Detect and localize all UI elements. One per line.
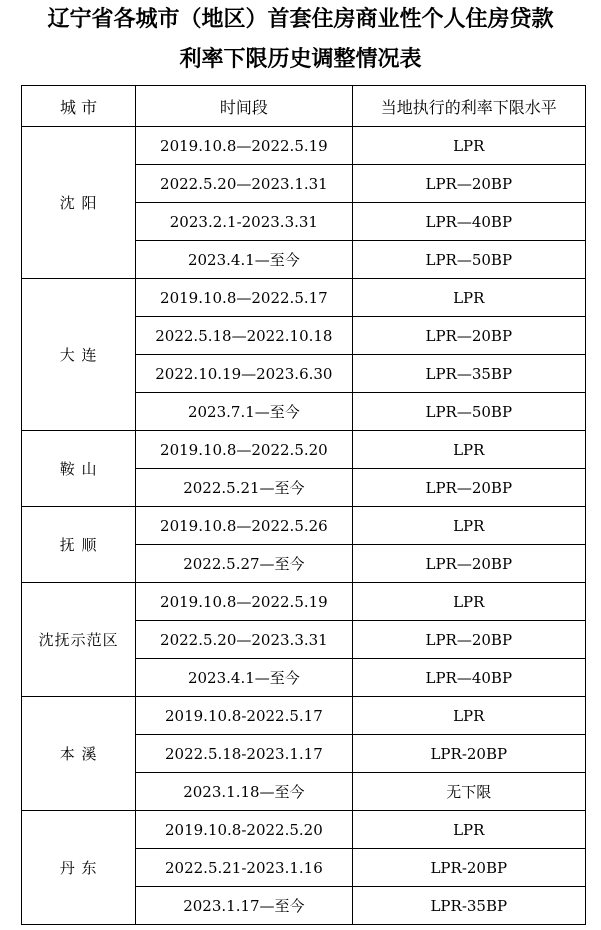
period-cell: 2023.7.1—至今	[136, 393, 352, 431]
table-row	[22, 431, 586, 469]
rate-cell: LPR—20BP	[352, 621, 585, 659]
rate-cell: LPR—50BP	[352, 241, 585, 279]
header-period: 时间段	[136, 86, 352, 127]
rate-cell: LPR—20BP	[352, 545, 585, 583]
title-line-2: 利率下限历史调整情况表	[179, 46, 422, 72]
city-cell: 大 连	[22, 279, 136, 431]
rate-cell: LPR	[352, 583, 585, 621]
rate-cell: 无下限	[352, 773, 585, 811]
rate-cell: LPR-35BP	[352, 887, 585, 925]
rate-cell: LPR-20BP	[352, 849, 585, 887]
title-line-1: 辽宁省各城市（地区）首套住房商业性个人住房贷款	[47, 6, 554, 32]
rate-cell: LPR—35BP	[352, 355, 585, 393]
table-row	[22, 811, 586, 849]
rate-cell: LPR	[352, 811, 585, 849]
rate-cell: LPR	[352, 127, 585, 165]
table-row	[22, 583, 586, 621]
period-cell: 2022.5.20—2023.3.31	[136, 621, 352, 659]
city-cell: 丹 东	[22, 811, 136, 925]
rate-cell: LPR—20BP	[352, 317, 585, 355]
period-cell: 2022.5.21—至今	[136, 469, 352, 507]
table-row	[22, 279, 586, 317]
period-cell: 2022.5.20—2023.1.31	[136, 165, 352, 203]
period-cell: 2019.10.8—2022.5.19	[136, 583, 352, 621]
period-cell: 2022.5.18-2023.1.17	[136, 735, 352, 773]
period-cell: 2023.4.1—至今	[136, 659, 352, 697]
rate-cell: LPR-20BP	[352, 735, 585, 773]
rate-cell: LPR	[352, 279, 585, 317]
rate-table	[21, 85, 586, 925]
rate-cell: LPR—50BP	[352, 393, 585, 431]
rate-cell: LPR	[352, 431, 585, 469]
period-cell: 2022.10.19—2023.6.30	[136, 355, 352, 393]
table-row	[22, 127, 586, 165]
city-cell: 抚 顺	[22, 507, 136, 583]
period-cell: 2023.1.17—至今	[136, 887, 352, 925]
period-cell: 2019.10.8-2022.5.17	[136, 697, 352, 735]
period-cell: 2022.5.18—2022.10.18	[136, 317, 352, 355]
period-cell: 2022.5.27—至今	[136, 545, 352, 583]
city-cell: 沈 阳	[22, 127, 136, 279]
rate-cell: LPR—20BP	[352, 165, 585, 203]
period-cell: 2019.10.8—2022.5.19	[136, 127, 352, 165]
rate-cell: LPR—40BP	[352, 203, 585, 241]
period-cell: 2019.10.8-2022.5.20	[136, 811, 352, 849]
rate-cell: LPR—40BP	[352, 659, 585, 697]
period-cell: 2019.10.8—2022.5.17	[136, 279, 352, 317]
period-cell: 2019.10.8—2022.5.26	[136, 507, 352, 545]
city-cell: 沈抚示范区	[22, 583, 136, 697]
rate-cell: LPR—20BP	[352, 469, 585, 507]
header-rate: 当地执行的利率下限水平	[352, 86, 585, 127]
rate-cell: LPR	[352, 507, 585, 545]
header-row	[22, 86, 586, 127]
period-cell: 2023.1.18—至今	[136, 773, 352, 811]
table-row	[22, 697, 586, 735]
period-cell: 2023.2.1-2023.3.31	[136, 203, 352, 241]
period-cell: 2022.5.21-2023.1.16	[136, 849, 352, 887]
period-cell: 2023.4.1—至今	[136, 241, 352, 279]
header-city: 城 市	[22, 86, 136, 127]
period-cell: 2019.10.8—2022.5.20	[136, 431, 352, 469]
city-cell: 鞍 山	[22, 431, 136, 507]
table-row	[22, 507, 586, 545]
city-cell: 本 溪	[22, 697, 136, 811]
rate-cell: LPR	[352, 697, 585, 735]
